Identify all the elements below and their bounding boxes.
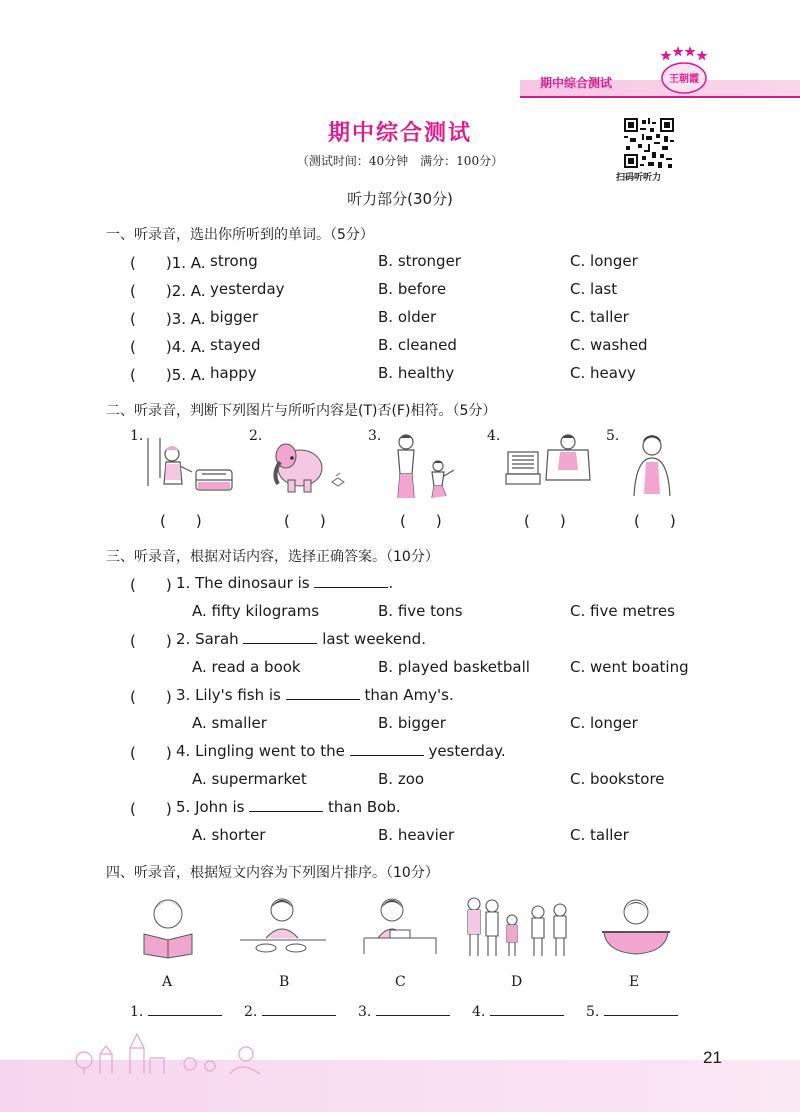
qr-code-icon[interactable] (624, 118, 674, 168)
part3-item-3-b: B. bigger (378, 714, 446, 732)
test-info: （测试时间：40分钟 满分：100分） (296, 154, 504, 168)
picture-boy-in-bath (596, 894, 676, 960)
part3-item-2-c: C. went boating (570, 658, 689, 676)
answer-blank[interactable] (249, 811, 323, 812)
picture-boy-watching-tv (504, 430, 596, 488)
page-number: 21 (703, 1048, 722, 1067)
part1-item-4-c: C. washed (570, 336, 648, 354)
answer-blank[interactable] (148, 1015, 222, 1016)
svg-text:王朝霞: 王朝霞 (669, 74, 699, 85)
part1-item-1-a: strong (210, 252, 258, 270)
answer-blank[interactable] (314, 587, 388, 588)
part4-heading: 四、听录音，根据短文内容为下列图片排序。（10分） (106, 865, 439, 881)
part3-item-3-paren[interactable]: ( ) (130, 688, 172, 706)
picture-man-and-boy (384, 432, 464, 502)
picture-letter-a: A (162, 974, 173, 990)
part3-item-4-stem: 4. Lingling went to the yesterday. (176, 742, 506, 760)
part3-item-5-a: A. shorter (192, 826, 266, 844)
part1-item-2-b: B. before (378, 280, 447, 298)
brand-badge-icon (652, 44, 716, 96)
part1-item-4-b: B. cleaned (378, 336, 457, 354)
answer-blank[interactable] (286, 699, 360, 700)
part1-item-4-a: stayed (210, 336, 261, 354)
picture-boy-writing (360, 894, 440, 960)
part3-item-4-b: B. zoo (378, 770, 425, 788)
part3-item-5-b: B. heavier (378, 826, 455, 844)
part3-item-1-a: A. fifty kilograms (192, 602, 320, 620)
order-answer-2: 2. (244, 1004, 336, 1020)
part2-answer-1[interactable]: ( ) (160, 512, 202, 530)
order-answer-3: 3. (358, 1004, 450, 1020)
part2-label-3: 3. (368, 428, 382, 444)
picture-boy-reading (130, 894, 206, 960)
castle-decoration-icon (70, 1024, 270, 1074)
part3-item-3-a: A. smaller (192, 714, 267, 732)
answer-blank[interactable] (490, 1015, 564, 1016)
part1-item-3-c: C. taller (570, 308, 629, 326)
order-answer-1: 1. (130, 1004, 222, 1020)
part1-item-5-num: ( )5. A. (130, 366, 206, 384)
picture-letter-c: C (395, 974, 406, 990)
part1-item-5-b: B. healthy (378, 364, 455, 382)
part3-item-5-stem: 5. John is than Bob. (176, 798, 401, 816)
picture-letter-e: E (629, 974, 640, 990)
answer-blank[interactable] (243, 643, 317, 644)
picture-letter-d: D (511, 974, 523, 990)
part3-item-1-paren[interactable]: ( ) (130, 576, 172, 594)
order-answer-5: 5. (586, 1004, 678, 1020)
order-answer-4: 4. (472, 1004, 564, 1020)
part2-answer-4[interactable]: ( ) (524, 512, 566, 530)
picture-boy-eating (236, 894, 330, 960)
picture-group-of-children (462, 894, 574, 960)
part1-item-4-num: ( )4. A. (130, 338, 206, 356)
part2-label-4: 4. (487, 428, 501, 444)
page-title: 期中综合测试 (327, 121, 472, 146)
picture-woman (624, 432, 680, 498)
part3-item-1-c: C. five metres (570, 602, 675, 620)
part1-item-1-c: C. longer (570, 252, 638, 270)
part2-answer-5[interactable]: ( ) (634, 512, 676, 530)
header-tab-label: 期中综合测试 (540, 76, 613, 90)
part3-item-5-c: C. taller (570, 826, 629, 844)
part3-item-4-a: A. supermarket (192, 770, 307, 788)
answer-blank[interactable] (350, 755, 424, 756)
part1-item-5-c: C. heavy (570, 364, 636, 382)
part1-item-1-b: B. stronger (378, 252, 461, 270)
part2-heading: 二、听录音，判断下列图片与所听内容是(T)否(F)相符。（5分） (106, 403, 497, 419)
picture-girl-in-bedroom (140, 434, 236, 500)
part1-item-2-num: ( )2. A. (130, 282, 206, 300)
part1-item-3-num: ( )3. A. (130, 310, 206, 328)
picture-elephant (262, 432, 352, 496)
answer-blank[interactable] (604, 1015, 678, 1016)
part3-item-3-c: C. longer (570, 714, 638, 732)
part1-item-5-a: happy (210, 364, 257, 382)
part3-item-5-paren[interactable]: ( ) (130, 800, 172, 818)
part3-item-2-stem: 2. Sarah last weekend. (176, 630, 426, 648)
part1-item-2-c: C. last (570, 280, 618, 298)
part3-item-4-paren[interactable]: ( ) (130, 744, 172, 762)
part2-answer-2[interactable]: ( ) (284, 512, 326, 530)
answer-blank[interactable] (376, 1015, 450, 1016)
part3-item-1-b: B. five tons (378, 602, 463, 620)
part2-label-1: 1. (130, 428, 144, 444)
part3-item-2-a: A. read a book (192, 658, 301, 676)
part3-item-3-stem: 3. Lily's fish is than Amy's. (176, 686, 454, 704)
answer-blank[interactable] (262, 1015, 336, 1016)
part3-item-1-stem: 1. The dinosaur is . (176, 574, 394, 592)
section-title: 听力部分(30分) (347, 190, 453, 208)
header-line (520, 96, 800, 98)
part1-item-2-a: yesterday (210, 280, 285, 298)
part3-heading: 三、听录音，根据对话内容，选择正确答案。（10分） (106, 549, 439, 565)
part2-label-5: 5. (606, 428, 620, 444)
part3-item-2-b: B. played basketball (378, 658, 530, 676)
picture-letter-b: B (279, 974, 290, 990)
part1-heading: 一、听录音，选出你所听到的单词。（5分） (106, 227, 374, 243)
part2-answer-3[interactable]: ( ) (400, 512, 442, 530)
part1-item-1-num: ( )1. A. (130, 254, 206, 272)
part3-item-2-paren[interactable]: ( ) (130, 632, 172, 650)
part1-item-3-b: B. older (378, 308, 437, 326)
qr-caption: 扫码听听力 (616, 173, 662, 183)
part2-label-2: 2. (249, 428, 263, 444)
part3-item-4-c: C. bookstore (570, 770, 665, 788)
part1-item-3-a: bigger (210, 308, 259, 326)
